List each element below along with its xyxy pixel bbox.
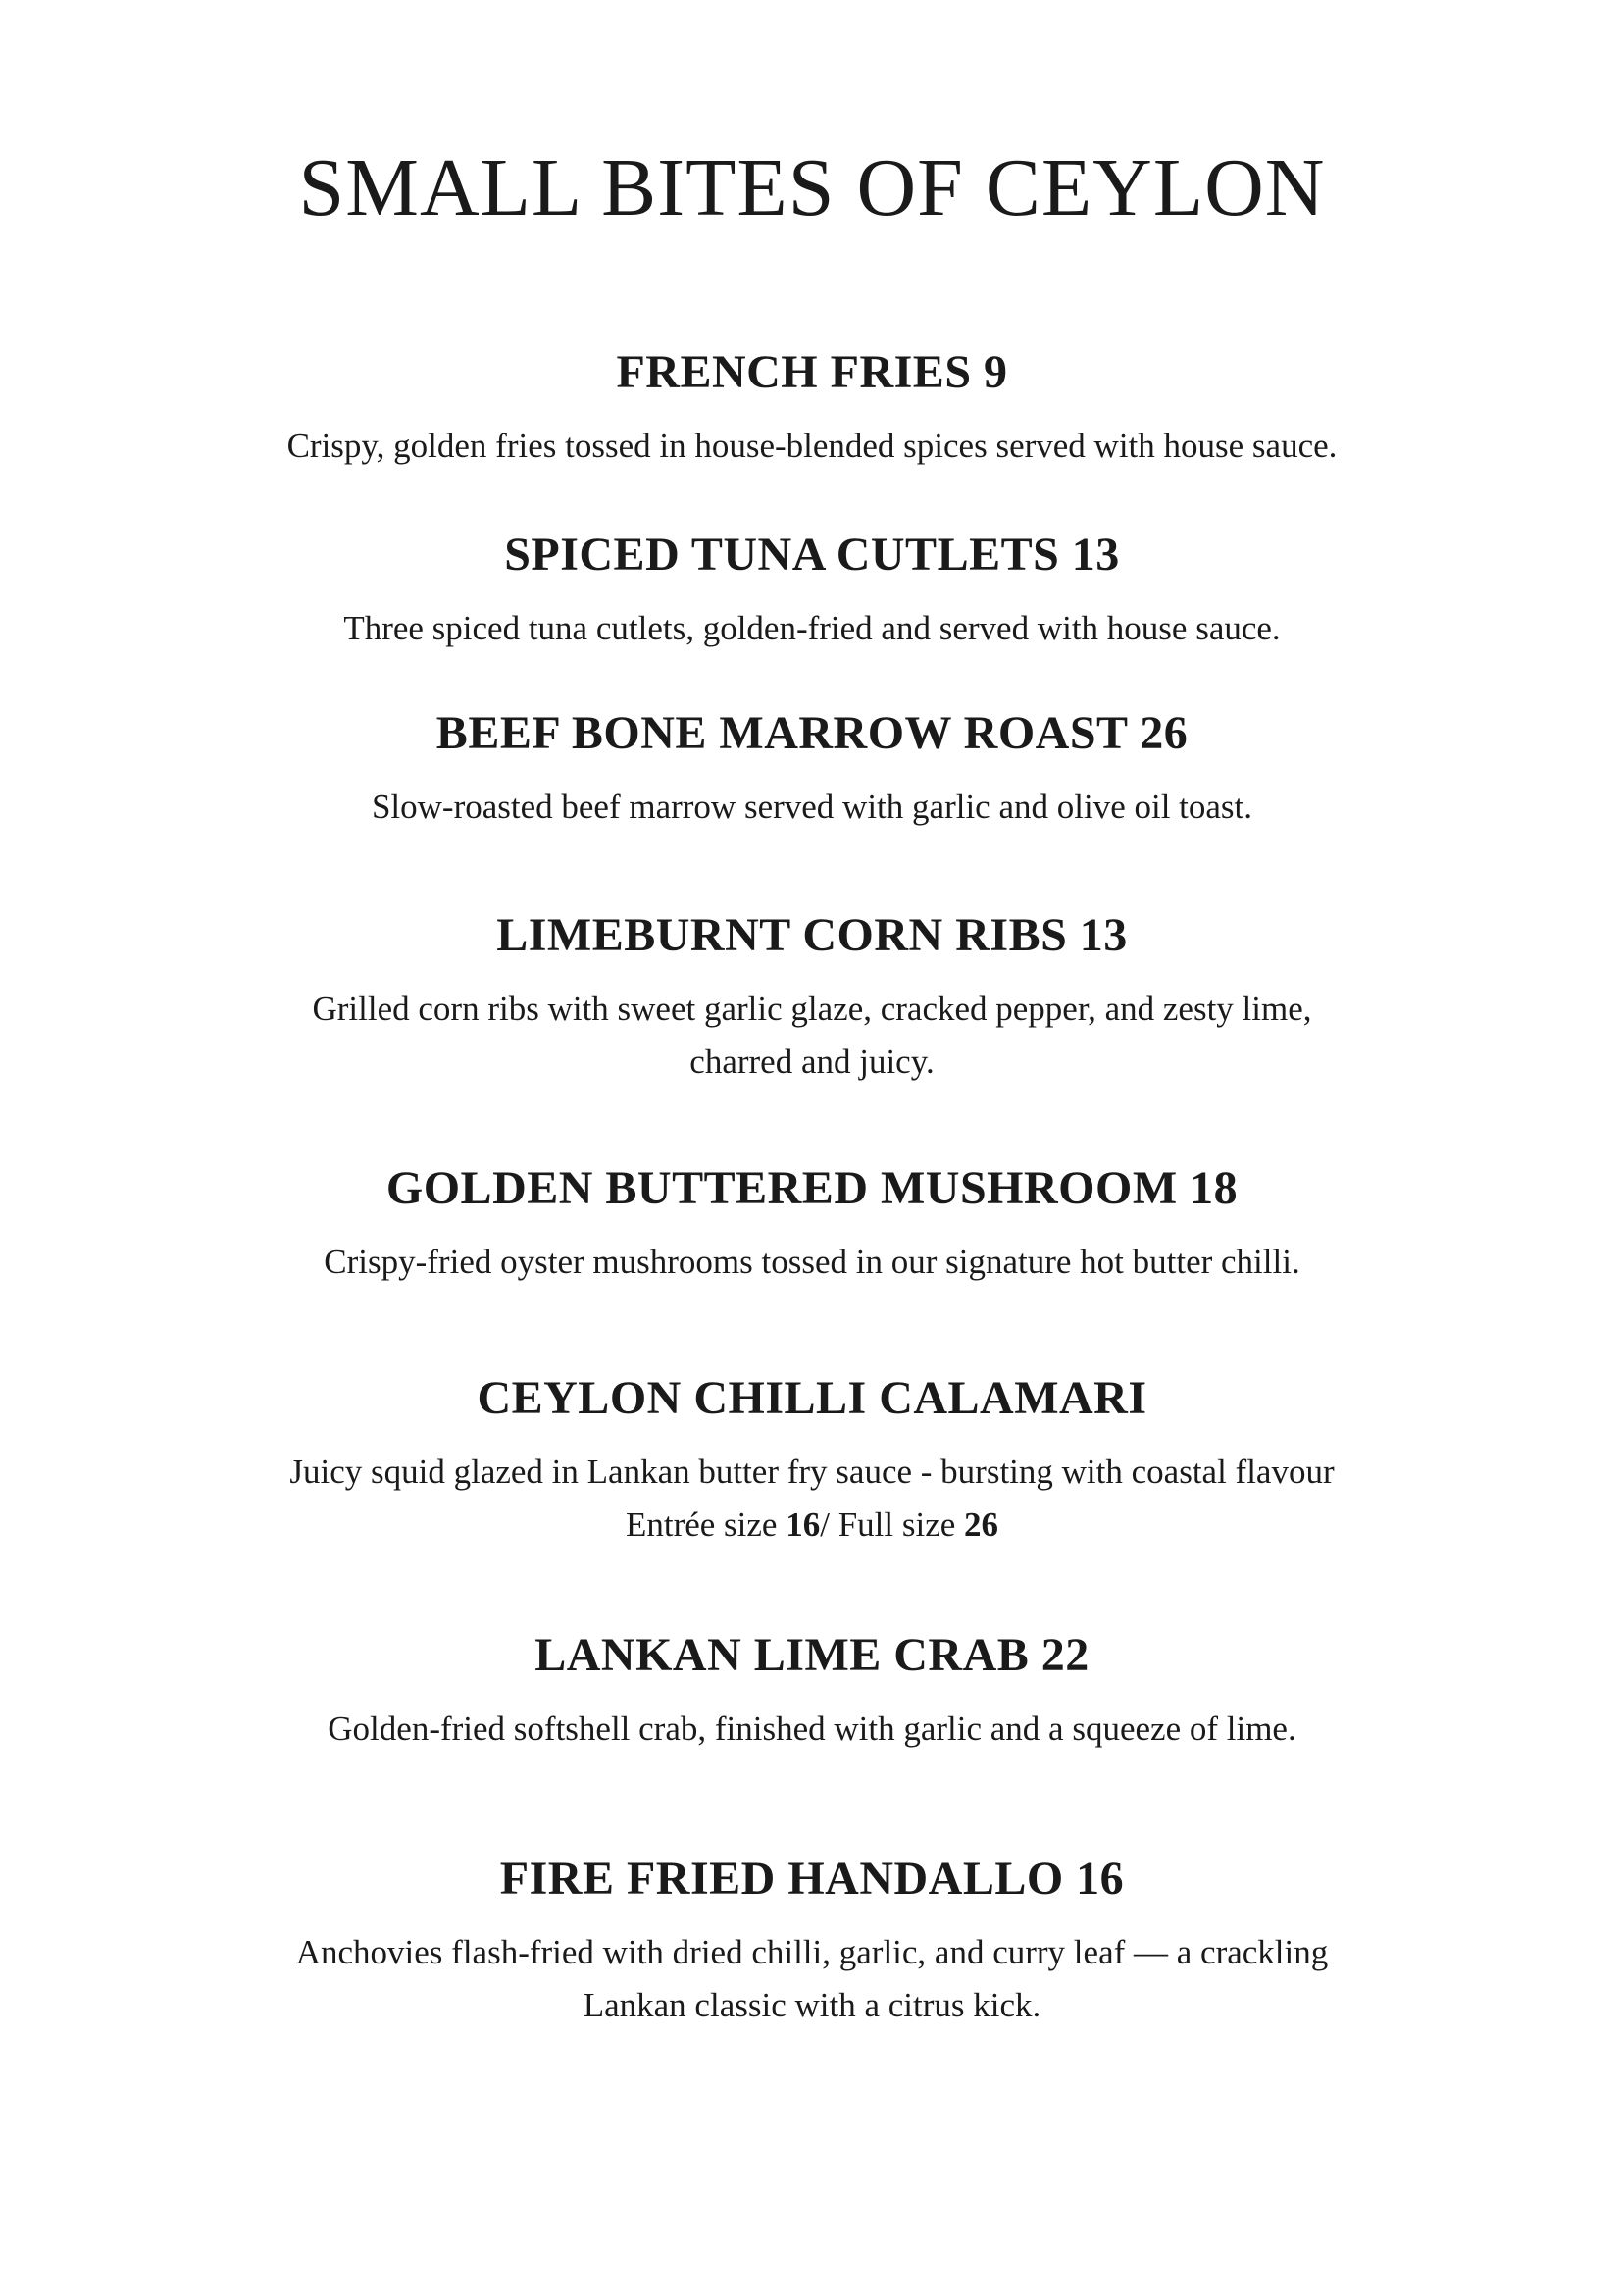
item-description-line: Juicy squid glazed in Lankan butter fry sauce - bursting with coastal flavour bbox=[289, 1453, 1335, 1491]
item-name: BEEF BONE MARROW ROAST 26 bbox=[435, 707, 1189, 759]
menu-item-beef-bone-marrow-roast bbox=[0, 707, 1624, 834]
item-description-line: Anchovies flash-fried with dried chilli, garlic, and curry leaf — a crackling bbox=[295, 1933, 1329, 1971]
item-name: LIMEBURNT CORN RIBS 13 bbox=[496, 909, 1128, 961]
item-description: Crispy-fried oyster mushrooms tossed in our signature hot butter chilli. bbox=[324, 1243, 1300, 1281]
item-description bbox=[233, 983, 1391, 1089]
item-name: LANKAN LIME CRAB 22 bbox=[534, 1629, 1090, 1681]
entree-size-price: 16 bbox=[786, 1505, 821, 1544]
item-name: FIRE FRIED HANDALLO 16 bbox=[499, 1853, 1125, 1905]
item-description bbox=[233, 1446, 1391, 1552]
item-name: CEYLON CHILLI CALAMARI bbox=[477, 1372, 1147, 1424]
item-name: SPICED TUNA CUTLETS 13 bbox=[504, 529, 1120, 581]
item-description-line: Lankan classic with a citrus kick. bbox=[583, 1986, 1041, 2024]
item-description-line: charred and juicy. bbox=[689, 1043, 935, 1081]
item-description bbox=[233, 1926, 1391, 2032]
full-size-price: 26 bbox=[964, 1505, 999, 1544]
menu-item-limeburnt-corn-ribs bbox=[0, 909, 1624, 1089]
menu-item-lankan-lime-crab bbox=[0, 1629, 1624, 1756]
entree-size-label: Entrée size bbox=[625, 1505, 787, 1544]
item-size-options bbox=[233, 1499, 1391, 1552]
item-name: GOLDEN BUTTERED MUSHROOM 18 bbox=[385, 1162, 1239, 1214]
full-size-label: / Full size bbox=[820, 1505, 965, 1544]
item-description-line: Grilled corn ribs with sweet garlic glaze, cracked pepper, and zesty lime, bbox=[312, 990, 1312, 1028]
menu-item-spiced-tuna-cutlets bbox=[0, 529, 1624, 655]
menu-item-ceylon-chilli-calamari bbox=[0, 1372, 1624, 1552]
item-description: Three spiced tuna cutlets, golden-fried and served with house sauce. bbox=[343, 609, 1281, 647]
item-description: Crispy, golden fries tossed in house-blended spices served with house sauce. bbox=[286, 427, 1338, 465]
menu-title: SMALL BITES OF CEYLON bbox=[298, 142, 1326, 233]
item-description: Slow-roasted beef marrow served with garlic and olive oil toast. bbox=[371, 788, 1253, 826]
menu-item-french-fries bbox=[0, 346, 1624, 473]
menu-item-golden-buttered-mushroom bbox=[0, 1162, 1624, 1289]
item-description: Golden-fried softshell crab, finished with garlic and a squeeze of lime. bbox=[328, 1709, 1296, 1748]
menu-item-fire-fried-handallo bbox=[0, 1853, 1624, 2032]
item-name: FRENCH FRIES 9 bbox=[616, 346, 1008, 398]
